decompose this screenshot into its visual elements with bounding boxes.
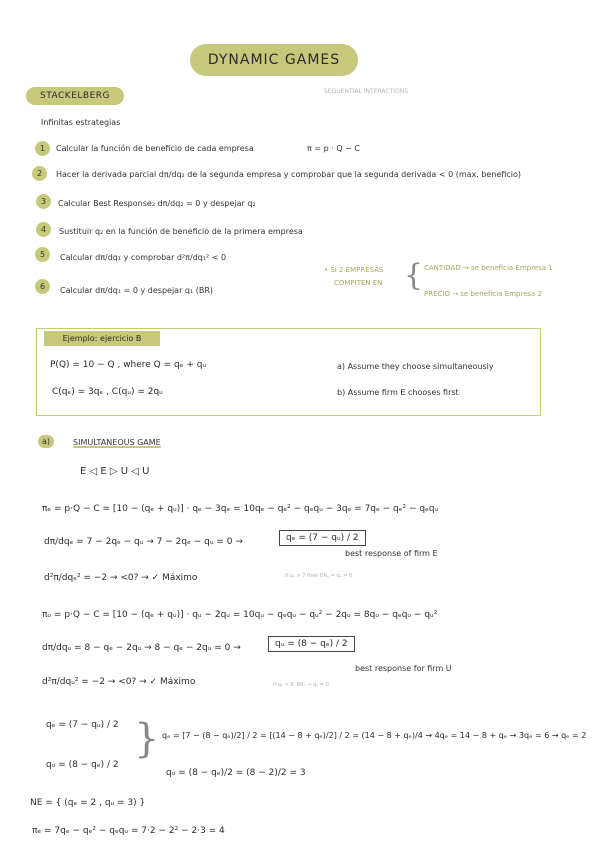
subtitle: SEQUENTIAL INTERACTIONS [324, 88, 409, 95]
step-text: Calcular dπ/dq₁ = 0 y despejar q₁ (BR) [60, 286, 214, 295]
nash-equilibrium: NE = { (qₑ = 2 , qᵤ = 3) } [30, 798, 146, 808]
step-formula: π = p · Q − C [307, 144, 360, 153]
step-text: Hacer la derivada parcial dπ/dq₂ de la segunda empresa y comprobar que la segunda derivada < 0 (max. beneficio) [56, 170, 522, 179]
soc-e-grey-note: if qᵤ > 7 then BRₑ = qₑ = 0 [285, 573, 353, 579]
side-note-option-price: PRECIO → se beneficia Empresa 2 [424, 290, 543, 298]
final-profit-e: πₑ = 7qₑ − qₑ² − qₑqᵤ = 7·2 − 2² − 2·3 = 4 [32, 826, 225, 836]
step-number: 1 [35, 141, 50, 156]
step-number: 2 [32, 166, 47, 181]
title-text: DYNAMIC GAMES [207, 52, 341, 68]
soc-u: d²π/dqᵤ² = −2 → <0? → ✓ Máximo [42, 677, 196, 687]
intro-text: Infinitas estrategias [41, 118, 121, 127]
solve-qe: qₑ = [7 − (8 − qₑ)/2] / 2 = [(14 − 8 + qₑ)/2] / 2 = (14 − 8 + qₑ)/4 → 4qₑ = 14 − 8 + qₑ → 3qₑ = 6 → qₑ = 2 [162, 731, 587, 740]
example-costs: C(qₑ) = 3qₑ , C(qᵤ) = 2qᵤ [52, 387, 163, 397]
soc-u-grey-note: if qₑ > 8, BRᵤ → qᵤ = 0 [273, 682, 329, 688]
step-text: Calcular la función de beneficio de cada empresa [56, 144, 254, 153]
best-response-e-note: best response of firm E [345, 549, 438, 558]
best-response-u: qᵤ = (8 − qₑ) / 2 [268, 636, 355, 652]
brace-icon: { [404, 258, 424, 293]
example-label-text: Ejemplo: ejercicio B [62, 334, 142, 343]
profit-e: πₑ = p·Q − C = [10 − (qₑ + qᵤ)] · qₑ − 3qₑ = 10qₑ − qₑ² − qₑqᵤ − 3qₑ = 7qₑ − qₑ² − qₑqᵤ [42, 504, 439, 514]
players-diagram: E ◁ E ▷ U ◁ U [80, 466, 150, 477]
part-marker: a) [38, 435, 54, 448]
side-note-line2: COMPITEN EN [334, 279, 383, 287]
soc-e: d²π/dqₑ² = −2 → <0? → ✓ Máximo [44, 573, 198, 583]
section-heading [26, 87, 124, 105]
solve-qu: qᵤ = (8 − qₑ)/2 = (8 − 2)/2 = 3 [166, 768, 306, 778]
best-response-u-note: best response for firm U [355, 664, 452, 673]
part-heading: SIMULTANEOUS GAME [73, 438, 161, 447]
example-label [44, 331, 160, 346]
step-number: 5 [35, 247, 50, 262]
page-title [190, 44, 358, 76]
example-question-b: b) Assume firm E chooses first [337, 388, 459, 397]
profit-u: πᵤ = p·Q − C = [10 − (qₑ + qᵤ)] · qᵤ − 2qᵤ = 10qᵤ − qₑqᵤ − qᵤ² − 2qᵤ = 8qᵤ − qₑqᵤ − qᵤ² [42, 610, 438, 620]
foc-u: dπ/dqᵤ = 8 − qₑ − 2qᵤ → 8 − qₑ − 2qᵤ = 0 → [42, 643, 241, 653]
side-note-option-quantity: CANTIDAD → se beneficia Empresa 1 [424, 264, 553, 272]
foc-e: dπ/dqₑ = 7 − 2qₑ − qᵤ → 7 − 2qₑ − qᵤ = 0 → [44, 537, 243, 547]
section-text: STACKELBERG [40, 91, 110, 101]
example-demand: P(Q) = 10 − Q , where Q = qₑ + qᵤ [50, 360, 207, 370]
step-number: 3 [36, 194, 51, 209]
system-brace-icon: } [134, 716, 160, 762]
step-number: 6 [35, 279, 50, 294]
side-note-line1: • Si 2 EMPRESAS [324, 266, 384, 274]
system-eq-u: qᵤ = (8 − qₑ) / 2 [46, 760, 119, 770]
system-eq-e: qₑ = (7 − qᵤ) / 2 [46, 720, 119, 730]
step-text: Sustituir q₂ en la función de beneficio de la primera empresa [59, 227, 303, 236]
step-text: Calcular Best Response₂ dπ/dq₂ = 0 y despejar q₂ [58, 199, 256, 208]
step-text: Calcular dπ/dq₁ y comprobar d²π/dq₁² < 0 [60, 253, 227, 262]
step-number: 4 [36, 222, 51, 237]
best-response-e: qₑ = (7 − qᵤ) / 2 [279, 530, 366, 546]
example-question-a: a) Assume they choose simultaneously [337, 362, 494, 371]
